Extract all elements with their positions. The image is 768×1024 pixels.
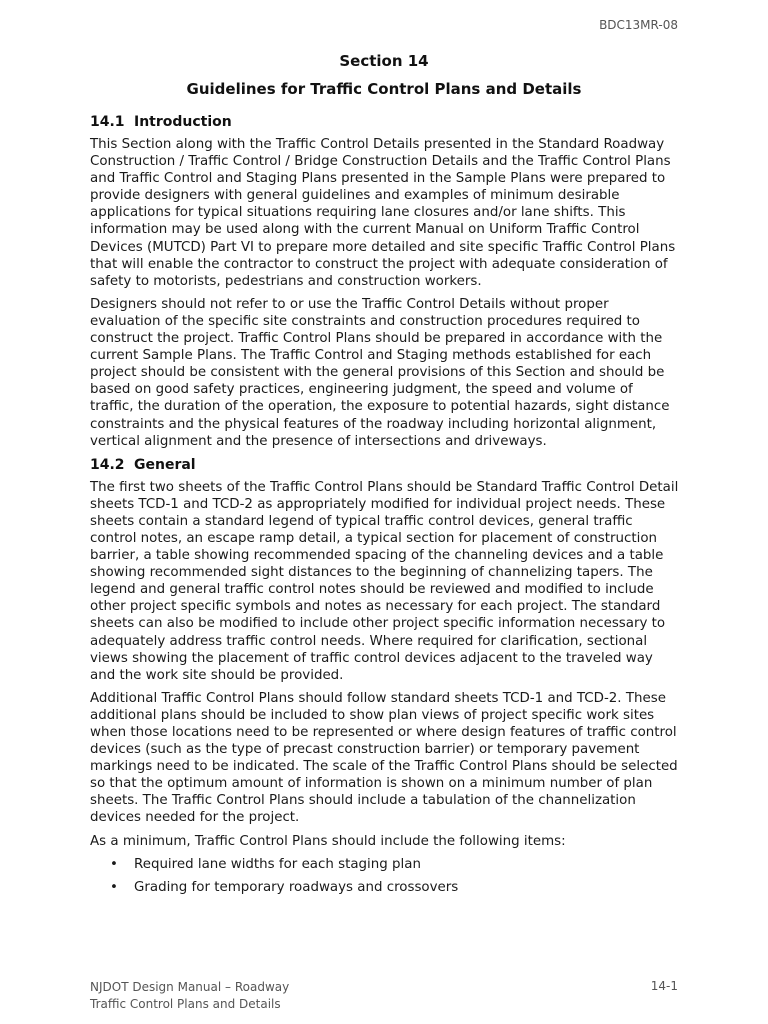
subsection-heading-general [90,456,680,474]
subsection-number: 14.2 [90,456,125,473]
footer-document-title [90,979,289,1013]
footer-line: Traffic Control Plans and Details [90,997,281,1011]
footer-line: NJDOT Design Manual – Roadway [90,980,290,994]
subsection-number: 14.1 [90,114,125,130]
bullet-icon: • [110,879,118,895]
subsection-title: Introduction [134,114,232,130]
bullet-list [90,856,680,896]
page-number: 14-1 [650,979,678,993]
paragraph: As a minimum, Traffic Control Plans should include the following items: [90,833,566,849]
paragraph: This Section along with the Traffic Control Details presented in the Standard Roadway Construction / Traffic Control / Bridge Construction Details and the Traffic Control Plans and Traffic Control and Staging Plans presented in the Sample Plans were prepared to provide designers with general guidelines and examples of minimum desirable applications for typical situations requiring lane closures and/or lane shifts. This information may be used along with the current Manual on Uniform Traffic Control Devices (MUTCD) Part VI to prepare more detailed and site specific Traffic Control Plans that will enable the contractor to construct the project with adequate consideration of safety to motorists, pedestrians and construction workers. [90,137,676,289]
document-body [90,113,680,902]
subsection-heading-introduction [90,113,680,131]
document-code: BDC13MR-08 [599,18,678,32]
subsection-title: General [134,456,196,473]
bullet-icon: • [110,856,118,872]
list-item-text: Grading for temporary roadways and crossovers [134,879,459,895]
paragraph: Additional Traffic Control Plans should follow standard sheets TCD-1 and TCD-2. These additional plans should be included to show plan views of project specific work sites when those locations need to be represented or where design features of traffic control devices (such as the type of precast construction barrier) or temporary pavement markings need to be indicated. The scale of the Traffic Control Plans should be selected so that the optimum amount of information is shown on a minimum number of plan sheets. The Traffic Control Plans should include a tabulation of the channelization devices needed for the project. [90,690,678,826]
section-number: Section 14 [339,52,429,70]
list-item [90,856,680,873]
paragraph: Designers should not refer to or use the Traffic Control Details without proper evaluation of the specific site constraints and construction procedures required to construct the project. Traffic Control Plans should be prepared in accordance with the current Sample Plans. The Traffic Control and Staging methods established for each project should be consistent with the general provisions of this Section and should be based on good safety practices, engineering judgment, the speed and volume of traffic, the duration of the operation, the exposure to potential hazards, sight distance constraints and the physical features of the roadway including horizontal alignment, vertical alignment and the presence of intersections and driveways. [90,296,670,449]
section-title: Guidelines for Traffic Control Plans and Details [186,80,582,98]
paragraph: The first two sheets of the Traffic Control Plans should be Standard Traffic Control Detail sheets TCD-1 and TCD-2 as appropriately modified for individual project needs. These sheets contain a standard legend of typical traffic control devices, general traffic control notes, an escape ramp detail, a typical section for placement of construction barrier, a table showing recommended spacing of the channeling devices and a table showing recommended sight distances to the beginning of channelizing tapers. The legend and general traffic control notes should be reviewed and modified to include other project specific symbols and notes as necessary for each project. The standard sheets can also be modified to include other project specific information necessary to adequately address traffic control needs. Where required for clarification, sectional views showing the placement of traffic control devices adjacent to the traveled way and the work site should be provided. [90,479,679,683]
list-item-text: Required lane widths for each staging plan [134,856,421,872]
list-item [90,879,680,896]
